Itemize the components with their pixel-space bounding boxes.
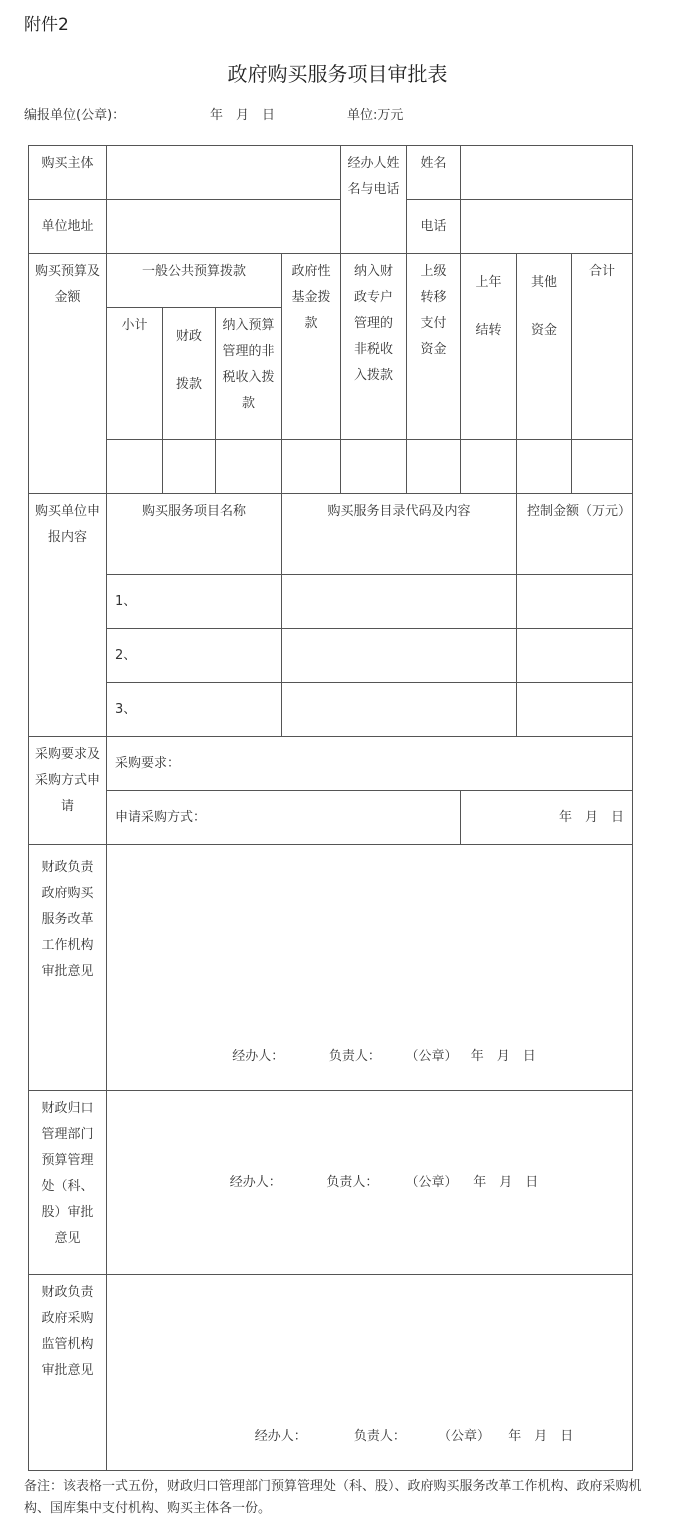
header-date: 年 月 日 — [210, 108, 276, 123]
supervision-handler-label: 经办人： — [254, 1429, 307, 1444]
transfer-header: 上级转移支付资金 — [407, 254, 461, 440]
procurement-requirement[interactable]: 采购要求： — [107, 737, 633, 791]
budget-label: 购买预算及金额 — [29, 254, 107, 494]
buyer-label: 购买主体 — [29, 146, 107, 200]
project-row-1-amount[interactable] — [517, 575, 633, 629]
procurement-date: 年 月 日 — [461, 791, 633, 845]
nontax-general-header: 纳入预算管理的非税收入拨款 — [216, 308, 282, 440]
fiscal-header: 财政拨款 — [163, 308, 216, 440]
declaration-label: 购买单位申报内容 — [29, 494, 107, 737]
project-row-2-code[interactable] — [282, 629, 517, 683]
reform-handler-label: 经办人： — [232, 1049, 285, 1064]
buyer-value-cell[interactable] — [107, 146, 341, 200]
procurement-label: 采购要求及采购方式申请 — [29, 737, 107, 845]
budget-office-label: 财政归口管理部门预算管理处（科、股）审批意见 — [29, 1091, 107, 1275]
address-label: 单位地址 — [29, 200, 107, 254]
phone-label: 电话 — [407, 200, 461, 254]
name-value-cell[interactable] — [461, 146, 633, 200]
carryover-value[interactable] — [461, 440, 517, 494]
project-row-3-amount[interactable] — [517, 683, 633, 737]
reform-office-approval[interactable] — [107, 845, 633, 1091]
catalog-code-header: 购买服务目录代码及内容 — [282, 494, 517, 575]
project-row-2-label[interactable]: 2、 — [107, 629, 282, 683]
budget-leader-label: 负责人： — [326, 1174, 379, 1190]
address-value-cell[interactable] — [107, 200, 341, 254]
supervision-leader-label: 负责人： — [353, 1429, 406, 1444]
supervision-label: 财政负责政府采购监管机构审批意见 — [29, 1275, 107, 1471]
project-name-header: 购买服务项目名称 — [107, 494, 282, 575]
budget-seal-label: （公章） — [405, 1174, 458, 1190]
nontax-general-value[interactable] — [216, 440, 282, 494]
supervision-seal-label: （公章） — [438, 1429, 491, 1444]
control-amount-header: 控制金额（万元） — [517, 494, 633, 575]
approval-table — [28, 145, 633, 1471]
name-label: 姓名 — [407, 146, 461, 200]
fiscal-value[interactable] — [163, 440, 216, 494]
nontax-special-header: 纳入财政专户管理的非税收入拨款 — [341, 254, 407, 440]
reform-office-label: 财政负责政府购买服务改革工作机构审批意见 — [29, 845, 107, 1091]
general-budget-header: 一般公共预算拨款 — [107, 254, 282, 308]
reform-leader-label: 负责人： — [328, 1049, 381, 1064]
subtotal-value[interactable] — [107, 440, 163, 494]
carryover-header: 上年结转 — [461, 254, 517, 440]
transfer-value[interactable] — [407, 440, 461, 494]
other-funds-header: 其他资金 — [517, 254, 572, 440]
fund-value[interactable] — [282, 440, 341, 494]
project-row-1-label[interactable]: 1、 — [107, 575, 282, 629]
handler-label: 经办人姓名与电话 — [341, 146, 407, 254]
budget-date: 年 月 日 — [473, 1174, 539, 1190]
currency-unit: 单位:万元 — [347, 108, 404, 123]
total-value[interactable] — [572, 440, 633, 494]
project-row-3-label[interactable]: 3、 — [107, 683, 282, 737]
project-row-3-code[interactable] — [282, 683, 517, 737]
phone-value-cell[interactable] — [461, 200, 633, 254]
fund-header: 政府性基金拨款 — [282, 254, 341, 440]
form-title: 政府购买服务项目审批表 — [227, 62, 448, 86]
budget-handler-label: 经办人： — [229, 1174, 282, 1190]
reporting-unit-label: 编报单位(公章)： — [24, 108, 126, 123]
reform-seal-label: （公章） — [405, 1049, 458, 1064]
attachment-label: 附件2 — [24, 15, 69, 35]
project-row-2-amount[interactable] — [517, 629, 633, 683]
other-funds-value[interactable] — [517, 440, 572, 494]
project-row-1-code[interactable] — [282, 575, 517, 629]
reform-date: 年 月 日 — [470, 1049, 536, 1064]
procurement-method[interactable]: 申请采购方式： — [107, 791, 461, 845]
nontax-special-value[interactable] — [341, 440, 407, 494]
footnote: 备注：该表格一式五份，财政归口管理部门预算管理处（科、股）、政府购买服务改革工作机构、政府采购机构、国库集中支付机构、购买主体各一份。 — [24, 1479, 642, 1516]
total-header: 合计 — [572, 254, 633, 440]
supervision-date: 年 月 日 — [508, 1429, 574, 1444]
supervision-approval[interactable] — [107, 1275, 633, 1471]
budget-office-approval[interactable] — [107, 1091, 633, 1275]
subtotal-header: 小计 — [107, 308, 163, 440]
